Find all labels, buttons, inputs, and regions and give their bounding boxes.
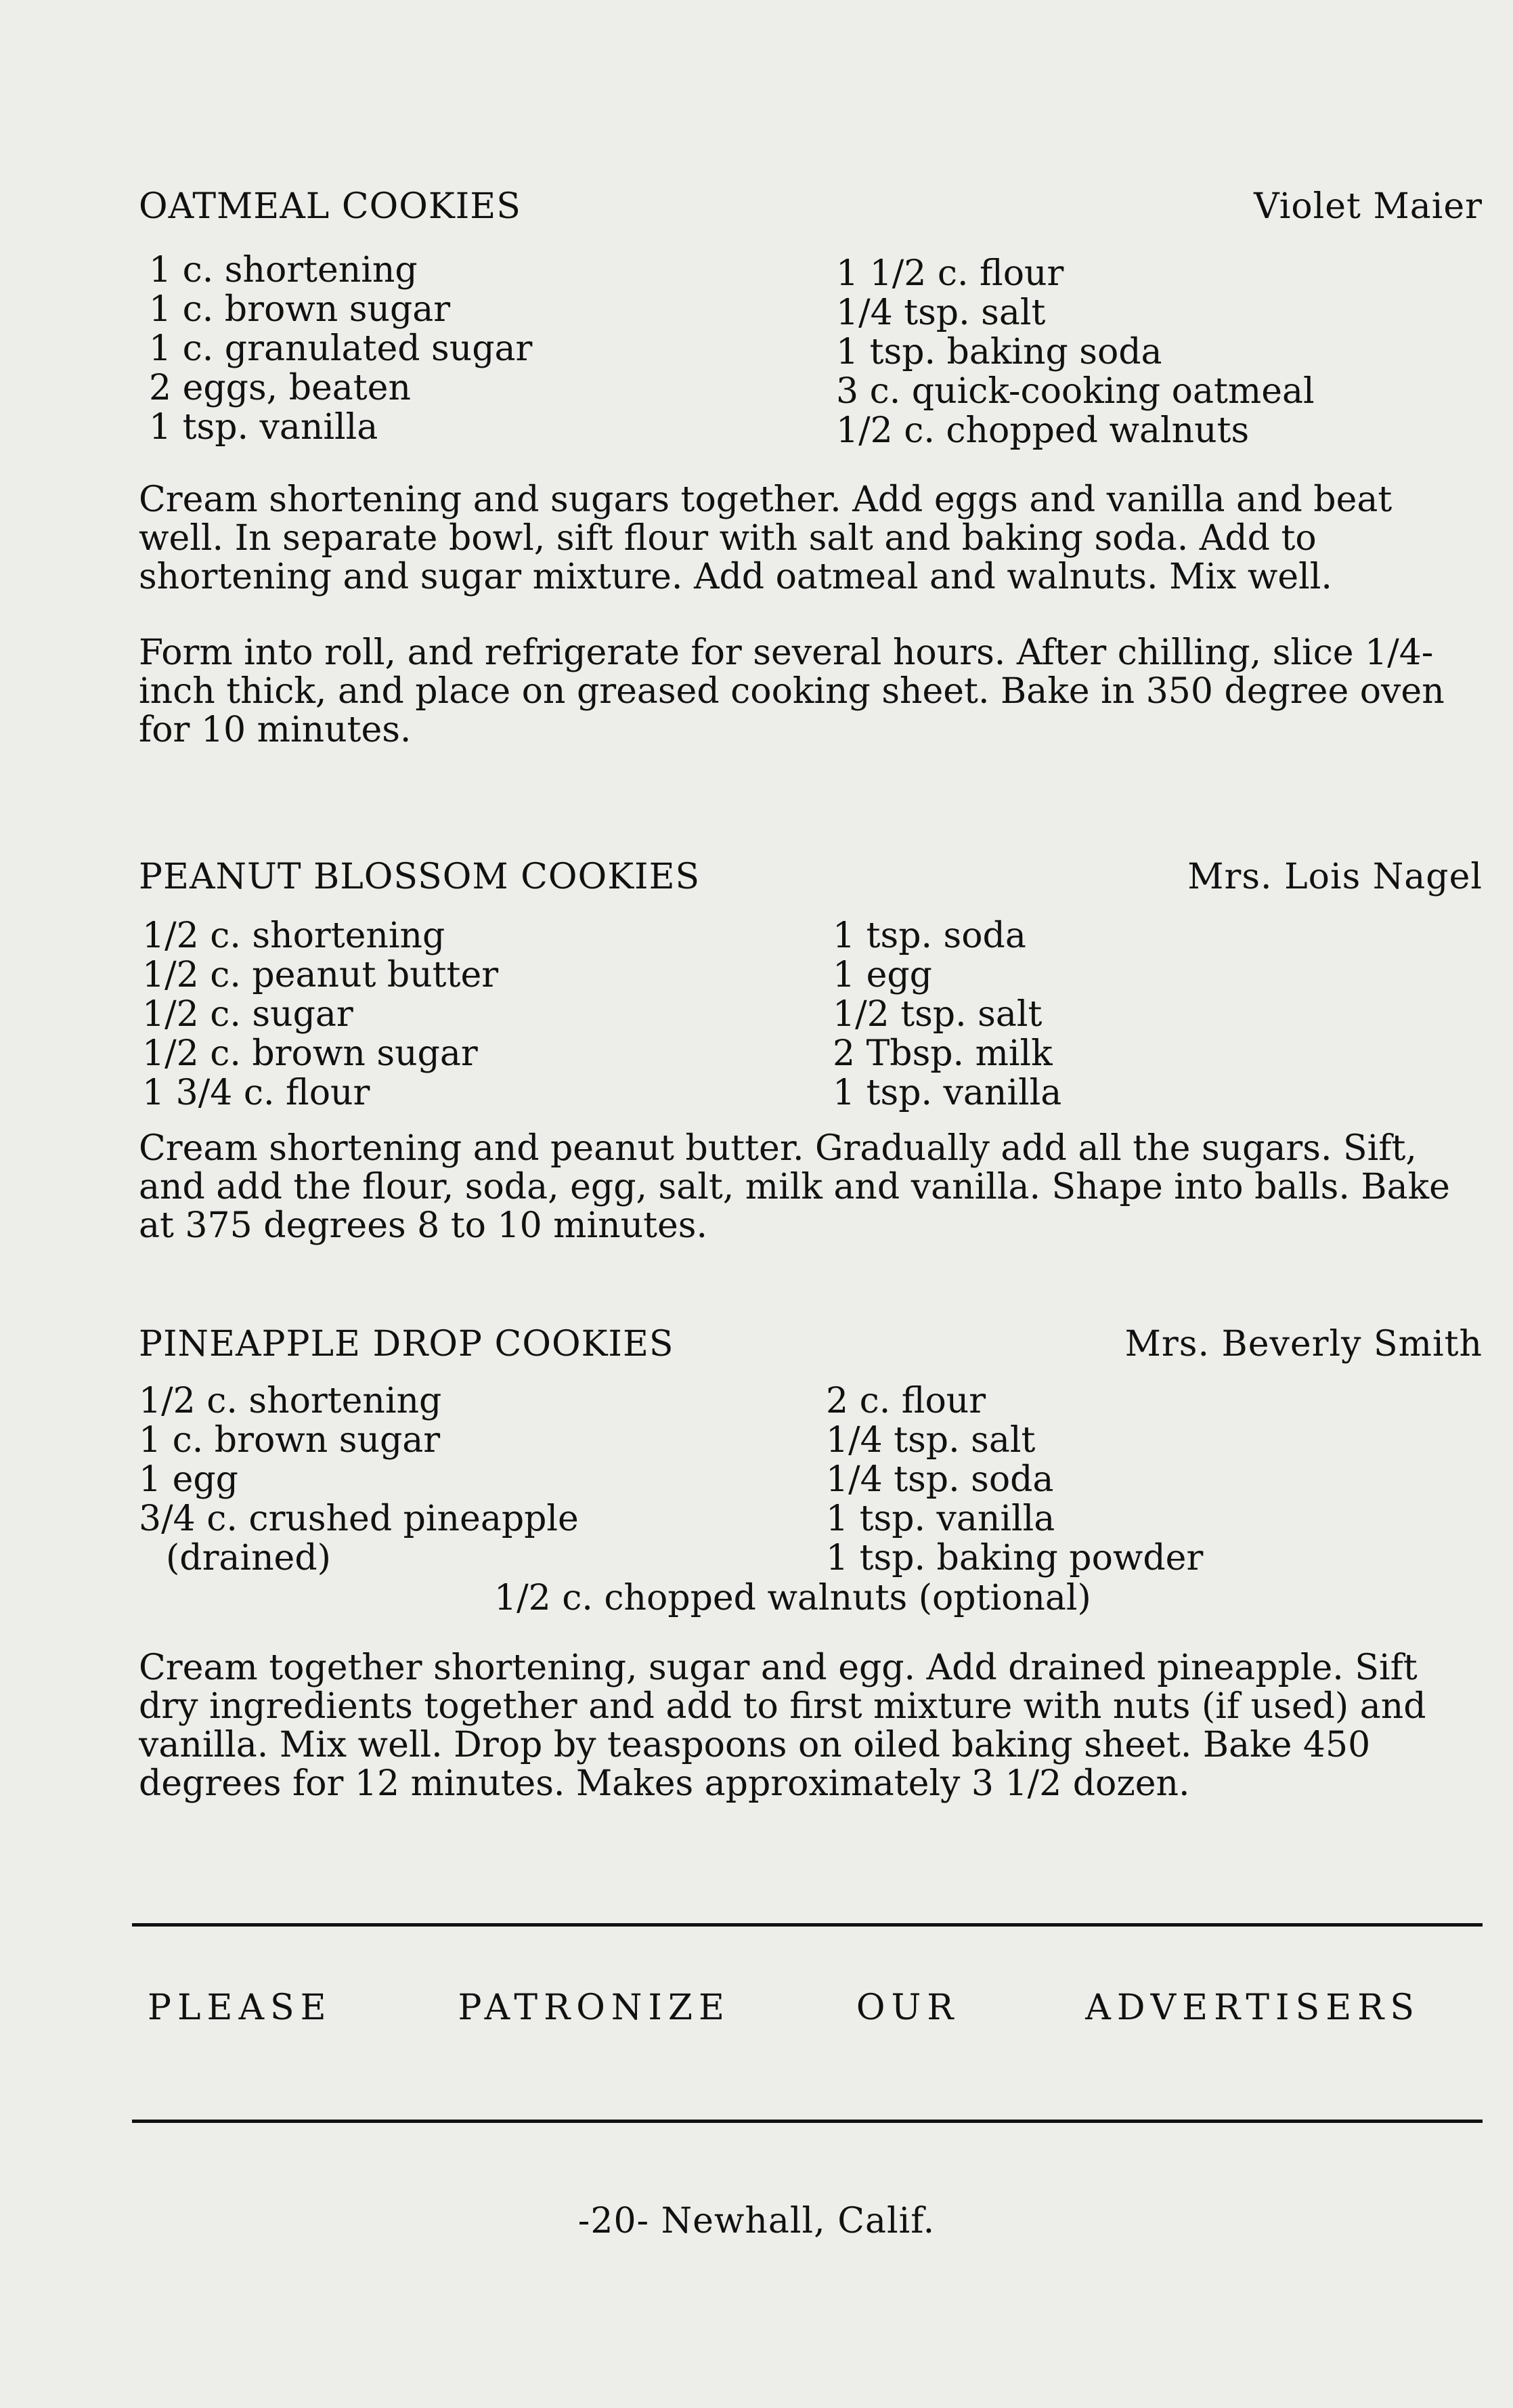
ingredient: 1/2 tsp. salt: [833, 994, 1043, 1035]
ingredients-right: [826, 1381, 1203, 1578]
ingredient: 1 egg: [139, 1459, 238, 1500]
ingredients-right: [833, 916, 1061, 1113]
ingredients-right: [836, 254, 1315, 450]
ingredient: 1 egg: [833, 955, 932, 995]
ingredient: 1 tsp. vanilla: [149, 407, 378, 448]
ingredient: 2 eggs, beaten: [149, 368, 411, 408]
ingredient: 1/2 c. shortening: [139, 1381, 442, 1421]
divider-bottom: [132, 2120, 1483, 2123]
recipe-title: PINEAPPLE DROP COOKIES: [139, 1324, 674, 1364]
recipe-pineapple-drop-cookies: [139, 1324, 1483, 1803]
banner-word: PATRONIZE: [458, 1987, 730, 2028]
ingredient: 1/2 c. shortening: [142, 916, 445, 956]
banner-word: OUR: [856, 1987, 960, 2028]
instructions: Cream together shortening, sugar and egg. Add drained pineapple. Sift dry ingredients together and add to first mixture with nuts (if used) and vanilla. Mix well. Drop by teaspoons on oiled baking sheet. Bake 450 degrees for 12 minutes. Makes approximately 3 1/2 dozen.: [139, 1648, 1426, 1804]
ingredient: 1 1/2 c. flour: [836, 253, 1064, 294]
recipe-title: OATMEAL COOKIES: [139, 186, 521, 227]
instructions: Cream shortening and peanut butter. Gradually add all the sugars. Sift, and add the flour, soda, egg, salt, milk and vanilla. Shape into balls. Bake at 375 degrees 8 to 10 minutes.: [139, 1128, 1450, 1246]
instructions: Form into roll, and refrigerate for several hours. After chilling, slice 1/4-inch thick, and place on greased cooking sheet. Bake in 350 degree oven for 10 minutes.: [139, 632, 1445, 750]
ingredient: 1/4 tsp. salt: [826, 1420, 1036, 1461]
ingredients-left: [149, 251, 532, 447]
advertisers-banner: [148, 1987, 1420, 2028]
ingredient: 1 tsp. baking powder: [826, 1538, 1204, 1578]
ingredient: 1 c. brown sugar: [139, 1420, 441, 1461]
recipe-author: Mrs. Lois Nagel: [1187, 857, 1483, 897]
ingredient: 1 tsp. baking soda: [836, 332, 1162, 372]
recipe-title: PEANUT BLOSSOM COOKIES: [139, 857, 701, 897]
ingredient-centered: 1/2 c. chopped walnuts (optional): [494, 1578, 1091, 1618]
ingredient: 1/4 tsp. salt: [836, 293, 1046, 333]
ingredient: 1 c. granulated sugar: [149, 328, 533, 369]
ingredient: 1 c. shortening: [149, 250, 418, 291]
ingredient: 3/4 c. crushed pineapple: [139, 1499, 579, 1539]
ingredient: 2 Tbsp. milk: [833, 1033, 1053, 1074]
ingredient: 1 tsp. vanilla: [833, 1073, 1062, 1113]
ingredient: 3 c. quick-cooking oatmeal: [836, 371, 1315, 412]
ingredient: 1/2 c. sugar: [142, 994, 353, 1035]
divider-top: [132, 1923, 1483, 1927]
ingredient: 1 tsp. vanilla: [826, 1499, 1055, 1539]
recipe-peanut-blossom-cookies: [139, 857, 1483, 1245]
ingredient: 1/4 tsp. soda: [826, 1459, 1054, 1500]
ingredient: 1 3/4 c. flour: [142, 1073, 370, 1113]
banner-word: ADVERTISERS: [1085, 1987, 1420, 2028]
recipe-oatmeal-cookies: [139, 186, 1483, 750]
ingredient: 1/2 c. chopped walnuts: [836, 410, 1250, 451]
ingredient: 1/2 c. peanut butter: [142, 955, 499, 995]
ingredient: 1 tsp. soda: [833, 916, 1026, 956]
recipe-author: Violet Maier: [1254, 186, 1483, 227]
instructions: Cream shortening and sugars together. Add eggs and vanilla and beat well. In separate bowl, sift flour with salt and baking soda. Add to shortening and sugar mixture. Add oatmeal and walnuts. Mix well.: [139, 479, 1393, 597]
ingredient-note: (drained): [166, 1538, 331, 1578]
ingredient: 2 c. flour: [826, 1381, 986, 1421]
ingredients-left: [139, 1381, 579, 1578]
banner-word: PLEASE: [148, 1987, 332, 2028]
recipe-author: Mrs. Beverly Smith: [1124, 1324, 1483, 1364]
ingredient: 1 c. brown sugar: [149, 289, 451, 330]
ingredients-left: [142, 916, 498, 1113]
page-footer: -20- Newhall, Calif.: [577, 2201, 936, 2241]
ingredient: 1/2 c. brown sugar: [142, 1033, 478, 1074]
